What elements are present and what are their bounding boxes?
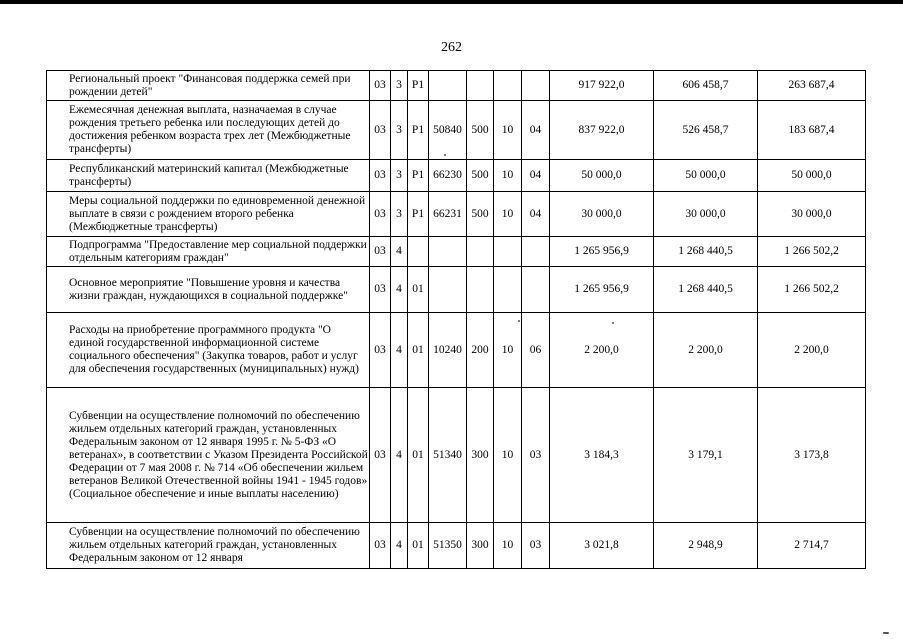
row-amount-year-2: 606 458,7 <box>654 71 758 101</box>
row-code-subsection: 4 <box>391 523 408 569</box>
row-code-item: 66231 <box>429 192 467 237</box>
row-amount-year-3: 1 266 502,2 <box>758 237 866 267</box>
row-code-subsection: 4 <box>391 388 408 523</box>
row-amount-year-2: 2 200,0 <box>654 313 758 388</box>
row-name: Региональный проект "Финансовая поддержка семей при рождении детей" <box>47 71 370 101</box>
row-amount-year-2: 1 268 440,5 <box>654 267 758 313</box>
row-code-program <box>408 237 429 267</box>
row-code-section: 03 <box>370 237 391 267</box>
page-number: 262 <box>441 40 462 55</box>
row-code-item: 51340 <box>429 388 467 523</box>
scan-speck <box>612 322 614 324</box>
row-code-division <box>494 237 522 267</box>
row-code-section: 03 <box>370 192 391 237</box>
row-amount-year-1: 917 922,0 <box>550 71 654 101</box>
row-code-subdivision <box>522 267 550 313</box>
row-amount-year-1: 3 184,3 <box>550 388 654 523</box>
row-code-subdivision: 04 <box>522 101 550 160</box>
row-code-subsection: 3 <box>391 160 408 192</box>
row-code-program: 01 <box>408 267 429 313</box>
row-code-section: 03 <box>370 388 391 523</box>
row-code-expense-type <box>467 237 494 267</box>
row-code-section: 03 <box>370 101 391 160</box>
row-code-subdivision: 04 <box>522 192 550 237</box>
row-code-item: 50840 <box>429 101 467 160</box>
row-code-expense-type: 500 <box>467 101 494 160</box>
row-code-item: 66230 <box>429 160 467 192</box>
scan-speck <box>883 632 889 634</box>
table-row <box>47 388 866 523</box>
row-code-division: 10 <box>494 313 522 388</box>
row-code-subsection: 4 <box>391 313 408 388</box>
row-code-item <box>429 267 467 313</box>
row-code-subdivision: 03 <box>522 523 550 569</box>
row-amount-year-2: 30 000,0 <box>654 192 758 237</box>
table-row <box>47 192 866 237</box>
row-code-section: 03 <box>370 160 391 192</box>
row-amount-year-3: 2 200,0 <box>758 313 866 388</box>
row-amount-year-3: 30 000,0 <box>758 192 866 237</box>
row-amount-year-3: 183 687,4 <box>758 101 866 160</box>
row-name: Субвенции на осуществление полномочий по обеспечению жильем отдельных категорий граждан, установленных Федеральным законом от 12 января <box>47 523 370 569</box>
row-code-subsection: 3 <box>391 71 408 101</box>
table-row <box>47 71 866 101</box>
row-code-subsection: 4 <box>391 237 408 267</box>
row-name: Основное мероприятие "Повышение уровня и качества жизни граждан, нуждающихся в социальной поддержке" <box>47 267 370 313</box>
row-code-expense-type <box>467 71 494 101</box>
row-code-expense-type: 500 <box>467 160 494 192</box>
row-amount-year-1: 837 922,0 <box>550 101 654 160</box>
row-amount-year-3: 2 714,7 <box>758 523 866 569</box>
row-code-section: 03 <box>370 71 391 101</box>
row-code-item: 51350 <box>429 523 467 569</box>
row-code-program: 01 <box>408 523 429 569</box>
row-code-section: 03 <box>370 267 391 313</box>
table-row <box>47 523 866 569</box>
row-amount-year-3: 263 687,4 <box>758 71 866 101</box>
row-code-expense-type: 300 <box>467 523 494 569</box>
row-amount-year-3: 50 000,0 <box>758 160 866 192</box>
row-amount-year-2: 1 268 440,5 <box>654 237 758 267</box>
table-row <box>47 160 866 192</box>
row-code-item <box>429 71 467 101</box>
row-code-division <box>494 267 522 313</box>
row-code-division: 10 <box>494 160 522 192</box>
table-row <box>47 101 866 160</box>
row-code-expense-type: 500 <box>467 192 494 237</box>
row-code-program: 01 <box>408 388 429 523</box>
row-amount-year-3: 3 173,8 <box>758 388 866 523</box>
table-body <box>47 71 866 569</box>
row-code-program: P1 <box>408 71 429 101</box>
row-name: Ежемесячная денежная выплата, назначаемая в случае рождения третьего ребенка или последующих детей до достижения ребенком возраста трех лет (Межбюджетные трансферты) <box>47 101 370 160</box>
row-code-subsection: 3 <box>391 192 408 237</box>
row-code-program: P1 <box>408 101 429 160</box>
row-code-expense-type <box>467 267 494 313</box>
row-amount-year-3: 1 266 502,2 <box>758 267 866 313</box>
row-amount-year-1: 3 021,8 <box>550 523 654 569</box>
row-amount-year-1: 50 000,0 <box>550 160 654 192</box>
row-name: Расходы на приобретение программного продукта "О единой государственной информационной системе социального обеспечения" (Закупка товаров, работ и услуг для обеспечения государственных (муниципальных) нужд) <box>47 313 370 388</box>
row-code-subdivision: 03 <box>522 388 550 523</box>
row-code-subdivision: 04 <box>522 160 550 192</box>
row-code-subsection: 3 <box>391 101 408 160</box>
row-name: Республиканский материнский капитал (Межбюджетные трансферты) <box>47 160 370 192</box>
row-name: Подпрограмма "Предоставление мер социальной поддержки отдельным категориям граждан" <box>47 237 370 267</box>
row-amount-year-2: 526 458,7 <box>654 101 758 160</box>
page-top-border <box>0 0 903 4</box>
row-code-division: 10 <box>494 523 522 569</box>
table-row <box>47 267 866 313</box>
row-code-subdivision <box>522 71 550 101</box>
row-code-program: P1 <box>408 160 429 192</box>
row-code-expense-type: 300 <box>467 388 494 523</box>
row-code-expense-type: 200 <box>467 313 494 388</box>
row-code-division: 10 <box>494 388 522 523</box>
row-name: Субвенции на осуществление полномочий по обеспечению жильем отдельных категорий граждан, установленных Федеральным законом от 12 января 1995 г. № 5-ФЗ «О ветеранах», в соответствии с Указом Президента Российской Федерации от 7 мая 2008 г. № 714 «Об обеспечении жильем ветеранов Великой Отечественной войны 1941 - 1945 годов» (Социальное обеспечение и иные выплаты населению) <box>47 388 370 523</box>
row-amount-year-1: 2 200,0 <box>550 313 654 388</box>
row-code-section: 03 <box>370 313 391 388</box>
scan-speck <box>518 320 520 322</box>
row-amount-year-2: 50 000,0 <box>654 160 758 192</box>
row-code-subdivision: 06 <box>522 313 550 388</box>
row-code-item: 10240 <box>429 313 467 388</box>
row-code-subsection: 4 <box>391 267 408 313</box>
budget-table <box>46 70 866 569</box>
row-code-division <box>494 71 522 101</box>
row-code-program: P1 <box>408 192 429 237</box>
row-code-division: 10 <box>494 101 522 160</box>
row-amount-year-1: 30 000,0 <box>550 192 654 237</box>
row-code-program: 01 <box>408 313 429 388</box>
row-amount-year-1: 1 265 956,9 <box>550 237 654 267</box>
row-code-division: 10 <box>494 192 522 237</box>
row-code-subdivision <box>522 237 550 267</box>
row-amount-year-1: 1 265 956,9 <box>550 267 654 313</box>
row-name: Меры социальной поддержки по единовременной денежной выплате в связи с рождением второго ребенка (Межбюджетные трансферты) <box>47 192 370 237</box>
row-amount-year-2: 2 948,9 <box>654 523 758 569</box>
row-code-section: 03 <box>370 523 391 569</box>
row-amount-year-2: 3 179,1 <box>654 388 758 523</box>
scan-speck <box>444 154 446 156</box>
table-row <box>47 313 866 388</box>
table-row <box>47 237 866 267</box>
row-code-item <box>429 237 467 267</box>
